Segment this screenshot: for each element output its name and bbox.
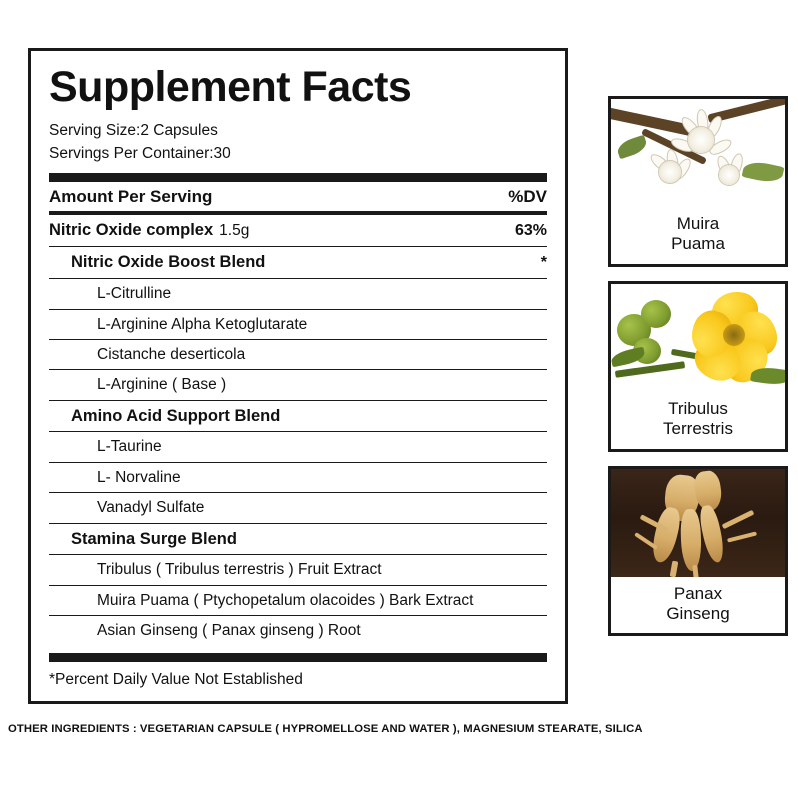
nutrient-dv: 63% [514,222,547,240]
nutrient-dv: * [540,254,547,272]
card-caption [611,207,785,264]
nutrient-name: Stamina Surge Blend [71,529,237,548]
amount-per-serving-header-row [49,182,547,211]
table-row [49,463,547,492]
card-caption [611,392,785,449]
nutrient-name: L- Norvaline [97,468,181,486]
rule-thick-top [49,173,547,182]
nutrient-name: L-Arginine Alpha Ketoglutarate [97,315,308,333]
card-caption-line2: Terrestris [663,419,733,439]
table-row [49,401,547,432]
serving-size: Serving Size:2 Capsules [49,122,218,140]
nutrient-name: Nitric Oxide complex [49,221,214,240]
panax-ginseng-photo [611,469,785,577]
nutrient-name: Nitric Oxide Boost Blend [71,253,266,272]
nutrient-name: Amino Acid Support Blend [71,406,281,425]
rule-thick-bottom [49,653,547,662]
card-caption-line1: Tribulus [668,398,728,418]
table-row [49,279,547,308]
nutrient-name: Muira Puama ( Ptychopetalum olacoides ) Bark Extract [97,591,474,609]
card-caption-line2: Ginseng [666,603,730,623]
table-row [49,340,547,369]
panel-title: Supplement Facts [49,63,412,111]
nutrient-name: Cistanche deserticola [97,346,246,364]
nutrient-name: Asian Ginseng ( Panax ginseng ) Root [97,621,361,639]
dv-header-label: %DV [508,187,547,207]
nutrient-name: Tribulus ( Tribulus terrestris ) Fruit Extract [97,561,382,579]
table-row [49,370,547,399]
table-row [49,310,547,339]
amount-per-serving-label: Amount Per Serving [49,187,213,207]
nutrient-name: L-Arginine ( Base ) [97,376,227,394]
card-caption-line1: Panax [673,583,723,603]
table-row [49,524,547,555]
card-caption-line1: Muira [676,214,720,233]
servings-per-container: Servings Per Container:30 [49,144,231,162]
other-ingredients-text: OTHER INGREDIENTS : VEGETARIAN CAPSULE ( HYPROMELLOSE AND WATER ), MAGNESIUM STEARATE, SILICA [8,723,643,735]
card-caption-line2: Puama [671,234,725,254]
ingredient-card-panax-ginseng [608,466,788,637]
ingredient-cards [608,96,788,650]
nutrient-name: L-Citrulline [97,285,172,303]
muira-puama-photo [611,99,785,207]
ingredient-card-tribulus-terrestris [608,281,788,452]
ingredient-card-muira-puama [608,96,788,267]
table-row [49,432,547,461]
table-row [49,493,547,522]
table-row [49,616,547,645]
table-row [49,586,547,615]
table-row [49,247,547,278]
nutrient-name: L-Taurine [97,438,162,456]
table-row [49,215,547,246]
nutrient-name: Vanadyl Sulfate [97,499,205,517]
table-row [49,555,547,584]
tribulus-terrestris-photo [611,284,785,392]
supplement-facts-panel [28,48,568,704]
card-caption [611,577,785,634]
nutrient-amount: 1.5g [219,222,250,240]
footnote: *Percent Daily Value Not Established [49,671,303,689]
